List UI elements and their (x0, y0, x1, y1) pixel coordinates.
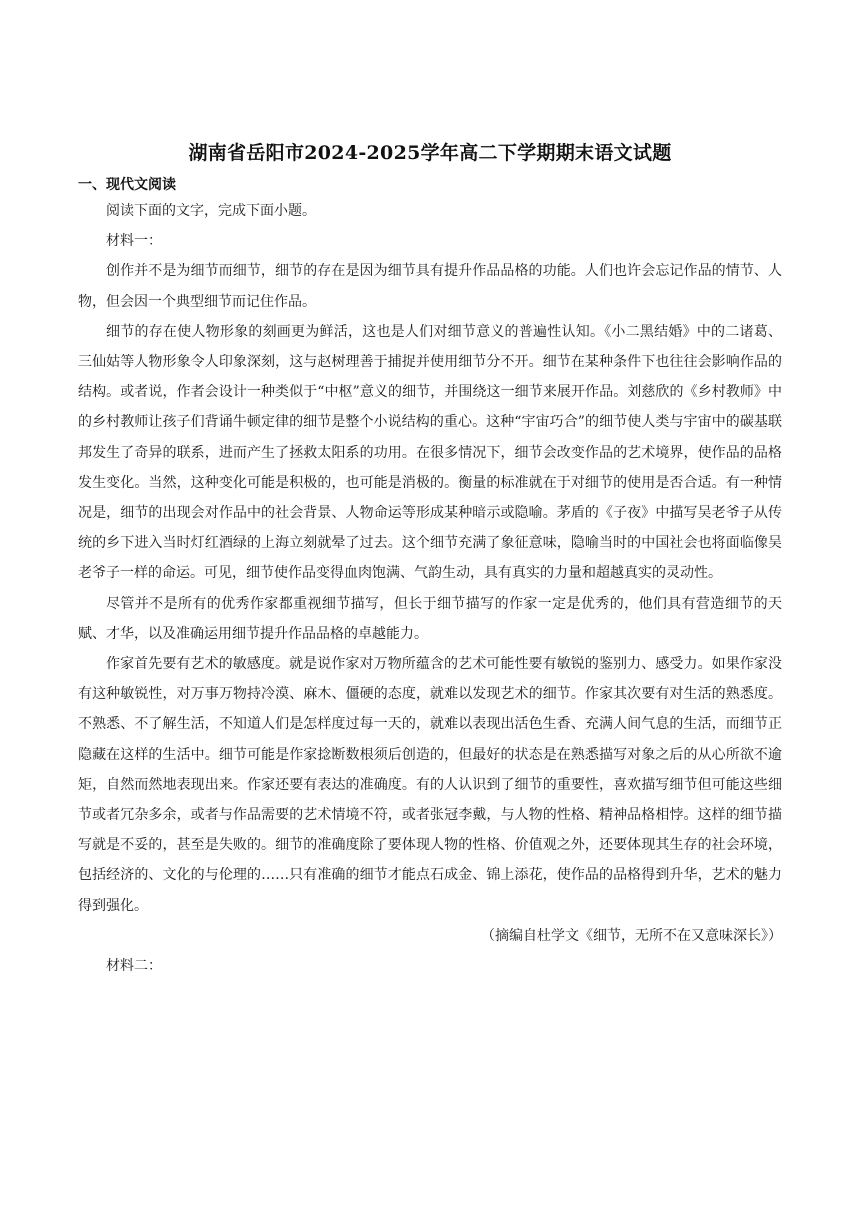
paragraph-3: 尽管并不是所有的优秀作家都重视细节描写，但长于细节描写的作家一定是优秀的，他们具有营造细节的天赋、才华，以及准确运用细节提升作品品格的卓越能力。 (78, 595, 782, 642)
material-1-label: 材料一： (106, 233, 162, 250)
paragraph-1: 创作并不是为细节而细节，细节的存在是因为细节具有提升作品品格的功能。人们也许会忘记作品的情节、人物，但会因一个典型细节而记住作品。 (78, 263, 782, 310)
source-citation: （摘编自杜学文《细节，无所不在又意味深长》） (481, 927, 782, 944)
instruction-text: 阅读下面的文字，完成下面小题。 (106, 203, 316, 219)
section-heading: 一、现代文阅读 (78, 177, 176, 193)
material-2-label: 材料二： (106, 958, 162, 975)
paragraph-4: 作家首先要有艺术的敏感度。就是说作家对万物所蕴含的艺术可能性要有敏锐的鉴别力、感受力。如果作家没有这种敏锐性，对万事万物持冷漠、麻木、僵硬的态度，就难以发现艺术的细节。作家其次要有对生活的熟悉度。不熟悉、不了解生活，不知道人们是怎样度过每一天的，就难以表现出活色生香、充满人间气息的生活，而细节正隐藏在这样的生活中。细节可能是作家捻断数根须后创造的，但最好的状态是在熟悉描写对象之后的从心所欲不逾矩，自然而然地表现出来。作家还要有表达的准确度。有的人认识到了细节的重要性，喜欢描写细节但可能这些细节或者冗杂多余，或者与作品需要的艺术情境不符，或者张冠李戴，与人物的性格、精神品格相悖。这样的细节描写就是不妥的，甚至是失败的。细节的准确度除了要体现人物的性格、价值观之外，还要体现其生存的社会环境，包括经济的、文化的与伦理的……只有准确的细节才能点石成金、锦上添花，使作品的品格得到升华，艺术的魅力得到强化。 (78, 656, 782, 914)
body-text (78, 196, 782, 981)
paragraph-2: 细节的存在使人物形象的刻画更为鲜活，这也是人们对细节意义的普遍性认知。《小二黑结婚》中的二诸葛、三仙姑等人物形象令人印象深刻，这与赵树理善于捕捉并使用细节分不开。细节在某种条件下也往往会影响作品的结构。或者说，作者会设计一种类似于“中枢”意义的细节，并围绕这一细节来展开作品。刘慈欣的《乡村教师》中的乡村教师让孩子们背诵牛顿定律的细节是整个小说结构的重心。这种“宇宙巧合”的细节使人类与宇宙中的碳基联邦发生了奇异的联系，进而产生了拯救太阳系的功用。在很多情况下，细节会改变作品的艺术境界，使作品的品格发生变化。当然，这种变化可能是积极的，也可能是消极的。衡量的标准就在于对细节的使用是否合适。有一种情况是，细节的出现会对作品中的社会背景、人物命运等形成某种暗示或隐喻。茅盾的《子夜》中描写吴老爷子从传统的乡下进入当时灯红酒绿的上海立刻就晕了过去。这个细节充满了象征意味，隐喻当时的中国社会也将面临像吴老爷子一样的命运。可见，细节使作品变得血肉饱满、气韵生动，具有真实的力量和超越真实的灵动性。 (78, 323, 782, 582)
document-title: 湖南省岳阳市2024-2025学年高二下学期期末语文试题 (188, 142, 672, 164)
